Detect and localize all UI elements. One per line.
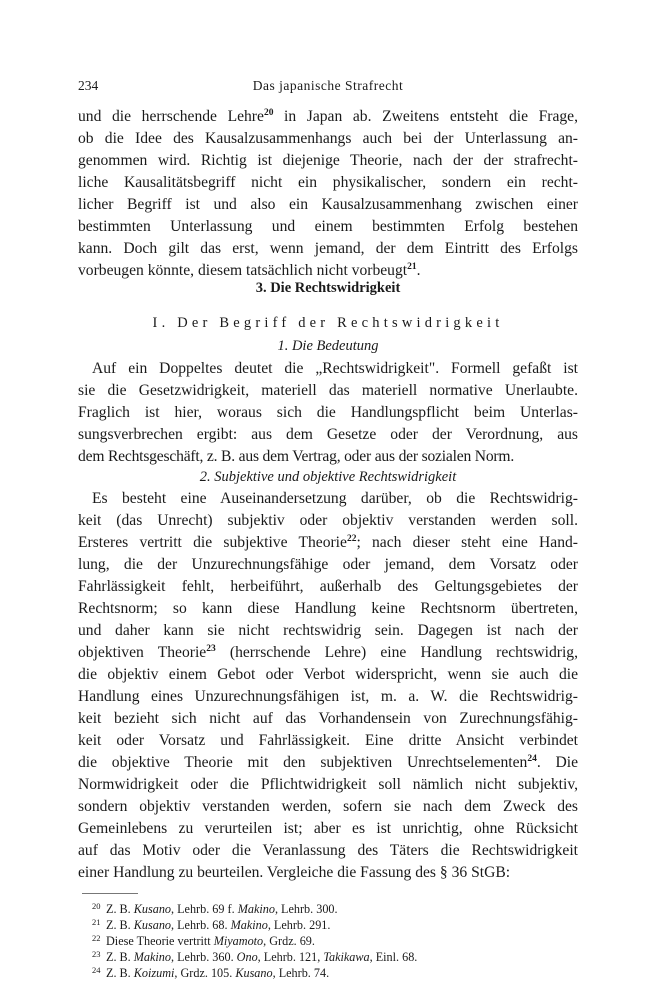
paragraph-line: keit bezieht sich nicht auf das Vorhandensein von Zurechnungsfähig- (78, 710, 578, 727)
paragraph-line: sondern objektiv verstanden werden, sofern sie nach dem Zweck des (78, 798, 578, 815)
paragraph-line: Ersteres vertritt die subjektive Theorie$^{22}$; nach dieser steht eine Hand- (78, 534, 578, 551)
subsection-heading: I. Der Begriff der Rechtswidrigkeit (152, 315, 504, 331)
page-number: 234 (78, 78, 99, 93)
running-title: Das japanische Strafrecht (252, 78, 404, 93)
paragraph-line: dem Rechtsgeschäft, z. B. aus dem Vertrag, oder aus der sozialen Norm. (78, 448, 515, 465)
paragraph-line: vorbeugen könnte, diesem tatsächlich nicht vorbeugt$^{21}$. (78, 262, 421, 279)
sub-subsection-heading: 1. Die Bedeutung (277, 338, 379, 354)
paragraph-line: sungsverbrechen ergibt: aus dem Gesetze oder der Verordnung, aus (78, 426, 578, 443)
paragraph-line: auf das Motiv oder die Veranlassung des Täters die Rechtswidrigkeit (78, 842, 578, 859)
paragraph-line: Es besteht eine Auseinandersetzung darüber, ob die Rechtswidrig- (92, 490, 578, 507)
footnote-separator (82, 893, 138, 894)
paragraph-line: und daher kann sie nicht rechtswidrig sein. Dagegen ist nach der (78, 622, 578, 639)
paragraph-line: bestimmten Unterlassung und einem bestimmten Erfolg bestehen (78, 218, 578, 235)
paragraph-line: Fraglich ist hier, woraus sich die Handlungspflicht beim Unterlas- (78, 404, 578, 421)
paragraph-line: kann. Doch gilt das erst, wenn jemand, der dem Eintritt des Erfolgs (78, 240, 578, 257)
sub-subsection-heading: 2. Subjektive und objektive Rechtswidrigkeit (199, 469, 457, 485)
footnote: 23 Z. B. Makino, Lehrb. 360. Ono, Lehrb. 121, Takikawa, Einl. 68. (92, 949, 418, 964)
section-heading: 3. Die Rechtswidrigkeit (255, 280, 401, 296)
footnote: 21 Z. B. Kusano, Lehrb. 68. Makino, Lehrb. 291. (92, 917, 331, 932)
footnote-ref: 22 (346, 534, 357, 544)
footnote-ref: 23 (206, 644, 216, 654)
paragraph-line: sie die Gesetzwidrigkeit, materiell das materiell normative Unerlaubte. (78, 382, 578, 399)
paragraph-line: die objektiv einem Gebot oder Verbot widerspricht, wenn sie auch die (78, 666, 578, 683)
paragraph-line: Rechtsnorm; so kann diese Handlung keine Rechtsnorm übertreten, (78, 600, 578, 617)
paragraph-line: keit (das Unrecht) subjektiv oder objektiv verstanden werden soll. (78, 512, 578, 529)
paragraph-line: Gemeinlebens zu verurteilen ist; aber es ist unrichtig, ohne Rücksicht (78, 820, 578, 837)
paragraph-line: Fahrlässigkeit fehlt, herbeiführt, außerhalb des Geltungsgebietes der (78, 578, 578, 595)
paragraph-line: die objektive Theorie mit den subjektiven Unrechtselementen$^{24}$. Die (78, 754, 579, 771)
footnote: 20 Z. B. Kusano, Lehrb. 69 f. Makino, Lehrb. 300. (92, 901, 338, 916)
paragraph-line: licher Begriff ist und also ein Kausalzusammenhang zwischen einer (78, 196, 578, 213)
paragraph-line: Normwidrigkeit oder die Pflichtwidrigkeit soll nämlich nicht subjektiv, (78, 776, 578, 793)
paragraph-line: genommen wird. Richtig ist diejenige Theorie, nach der der strafrecht- (78, 152, 578, 169)
footnote: 22 Diese Theorie vertritt Miyamoto, Grdz. 69. (92, 933, 315, 948)
paragraph-line: objektiven Theorie$^{23}$ (herrschende Lehre) eine Handlung rechtswidrig, (78, 644, 578, 661)
footnote-ref: 21 (407, 262, 417, 272)
paragraph-line: Auf ein Doppeltes deutet die „Rechtswidrigkeit". Formell gefaßt ist (92, 360, 578, 377)
footnote-ref: 24 (527, 754, 537, 764)
footnote: 24 Z. B. Koizumi, Grdz. 105. Kusano, Lehrb. 74. (92, 965, 330, 980)
paragraph-line: Handlung eines Unzurechnungsfähigen ist, m. a. W. die Rechtswidrig- (78, 688, 578, 705)
footnote-ref: 20 (263, 108, 274, 118)
paragraph-line: keit oder Vorsatz und Fahrlässigkeit. Eine dritte Ansicht verbindet (78, 732, 578, 749)
paragraph-line: einer Handlung zu beurteilen. Vergleiche die Fassung des § 36 StGB: (78, 864, 511, 881)
paragraph-line: liche Kausalitätsbegriff nicht ein physikalischer, sondern ein recht- (78, 174, 578, 191)
paragraph-line: ob die Idee des Kausalzusammenhangs auch bei der Unterlassung an- (78, 130, 578, 147)
paragraph-line: und die herrschende Lehre$^{20}$ in Japan ab. Zweitens entsteht die Frage, (78, 108, 579, 125)
paragraph-line: lung, die der Unzurechnungsfähige oder jemand, dem Vorsatz oder (78, 556, 578, 573)
running-head (78, 76, 578, 96)
